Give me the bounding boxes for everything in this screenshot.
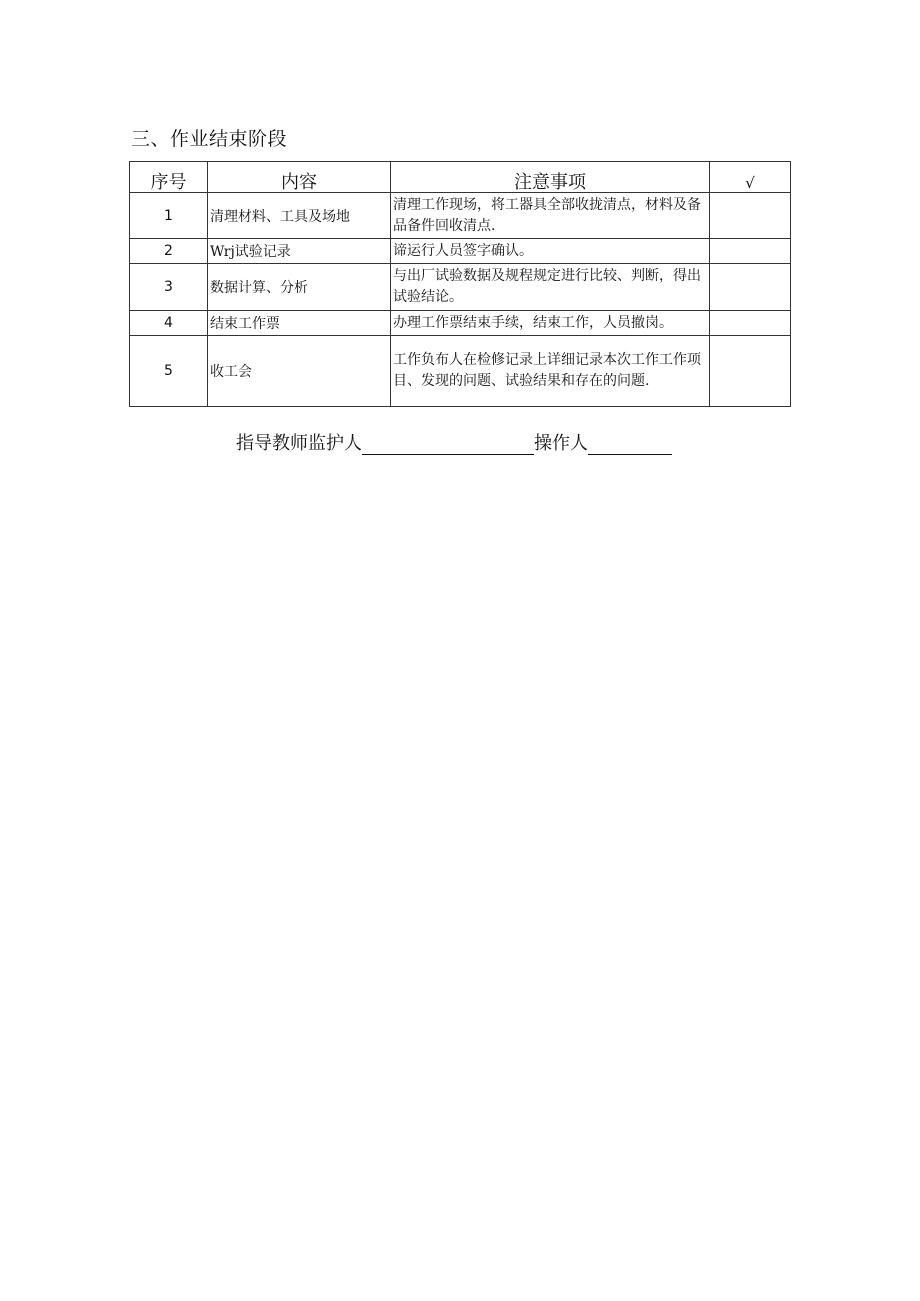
row-num: 3 — [130, 264, 208, 311]
row-notes: 谛运行人员签字确认。 — [391, 239, 710, 264]
row-num: 5 — [130, 336, 208, 407]
signature-line — [236, 429, 672, 455]
row-notes: 清理工作现场，将工器具全部收拢清点，材料及备品备件回收清点. — [391, 193, 710, 239]
row-check-cell[interactable] — [710, 311, 791, 336]
supervisor-label: 指导教师监护人 — [236, 433, 362, 454]
header-notes: 注意事项 — [391, 162, 710, 193]
row-content: 收工会 — [208, 336, 391, 407]
table-header-row — [130, 162, 791, 193]
row-notes: 工作负布人在检修记录上详细记录本次工作工作项目、发现的问题、试验结果和存在的问题. — [391, 336, 710, 407]
row-check-cell[interactable] — [710, 239, 791, 264]
header-check: √ — [710, 162, 791, 193]
table-row — [130, 193, 791, 239]
row-content: 清理材料、工具及场地 — [208, 193, 391, 239]
row-content: 数据计算、分析 — [208, 264, 391, 311]
operator-signature-blank[interactable] — [588, 434, 672, 455]
row-content: 结束工作票 — [208, 311, 391, 336]
supervisor-signature-blank[interactable] — [362, 434, 534, 455]
row-num: 4 — [130, 311, 208, 336]
table-row — [130, 336, 791, 407]
header-content: 内容 — [208, 162, 391, 193]
row-notes: 办理工作票结束手续，结束工作，人员撤岗。 — [391, 311, 710, 336]
row-content: Wrj试验记录 — [208, 239, 391, 264]
row-num: 2 — [130, 239, 208, 264]
row-check-cell[interactable] — [710, 264, 791, 311]
work-end-table — [129, 161, 791, 407]
section-title: 三、作业结束阶段 — [131, 128, 288, 150]
table-row — [130, 311, 791, 336]
row-notes: 与出厂试验数据及规程规定进行比较、判断，得出试验结论。 — [391, 264, 710, 311]
header-num: 序号 — [130, 162, 208, 193]
row-check-cell[interactable] — [710, 193, 791, 239]
row-num: 1 — [130, 193, 208, 239]
row-check-cell[interactable] — [710, 336, 791, 407]
table-row — [130, 264, 791, 311]
table-row — [130, 239, 791, 264]
operator-label: 操作人 — [534, 433, 588, 454]
